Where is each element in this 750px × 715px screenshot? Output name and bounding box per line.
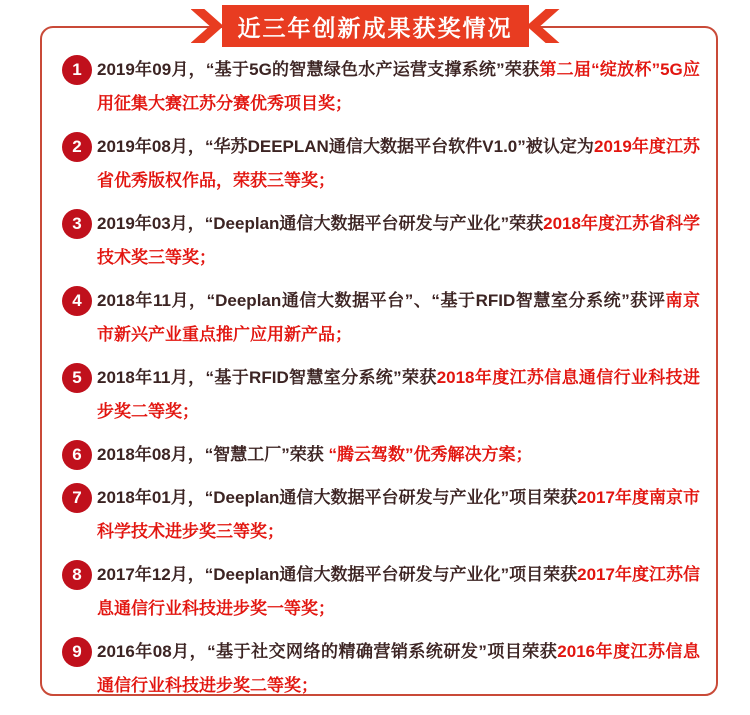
award-name-highlight: 南京市新兴产业重点推广应用新产品； (97, 291, 701, 344)
award-text (97, 361, 700, 429)
award-description: 2018年11月，“基于RFID智慧室分系统”荣获 (97, 368, 437, 387)
award-text (97, 481, 700, 549)
award-list (42, 28, 716, 712)
award-description: 2016年08月，“基于社交网络的精确营销系统研发”项目荣获 (97, 642, 558, 661)
award-description: 2018年01月，“Deeplan通信大数据平台研发与产业化”项目荣获 (97, 488, 578, 507)
award-text (97, 284, 700, 352)
award-name-highlight: 2017年度南京市科学技术进步奖三等奖； (97, 488, 700, 541)
award-item (62, 558, 700, 626)
award-name-highlight: 2017年度江苏信息通信行业科技进步奖一等奖； (97, 565, 700, 618)
award-item (62, 207, 700, 275)
award-item (62, 438, 700, 472)
item-number-badge: 3 (62, 209, 92, 239)
awards-panel (40, 26, 718, 696)
award-description: 2019年09月，“基于5G的智慧绿色水产运营支撑系统”荣获 (97, 60, 540, 79)
award-text (97, 438, 700, 472)
award-name-highlight: 2016年度江苏信息通信行业科技进步奖二等奖； (97, 642, 700, 695)
award-description: 2019年03月，“Deeplan通信大数据平台研发与产业化”荣获 (97, 214, 544, 233)
item-number-badge: 5 (62, 363, 92, 393)
page-title (222, 5, 529, 47)
award-name-highlight: 2018年度江苏省科学技术奖三等奖； (97, 214, 701, 267)
award-item (62, 130, 700, 198)
ribbon-left-tail-icon (191, 9, 224, 43)
page-title-text: 近三年创新成果获奖情况 (237, 14, 513, 41)
award-description: 2018年11月，“Deeplan通信大数据平台”、“基于RFID智慧室分系统”获评 (97, 291, 666, 310)
item-number-badge: 2 (62, 132, 92, 162)
award-text (97, 635, 700, 703)
ribbon-right-tail-icon (527, 9, 560, 43)
item-number-badge: 6 (62, 440, 92, 470)
award-text (97, 53, 700, 121)
award-name-highlight: “腾云驾数”优秀解决方案； (328, 445, 533, 464)
award-item (62, 481, 700, 549)
award-text (97, 558, 700, 626)
item-number-badge: 1 (62, 55, 92, 85)
award-description: 2018年08月，“智慧工厂”荣获 (97, 445, 329, 464)
item-number-badge: 8 (62, 560, 92, 590)
ribbon-banner (0, 5, 750, 47)
award-description: 2017年12月，“Deeplan通信大数据平台研发与产业化”项目荣获 (97, 565, 578, 584)
award-item (62, 53, 700, 121)
award-text (97, 130, 700, 198)
award-text (97, 207, 700, 275)
item-number-badge: 7 (62, 483, 92, 513)
award-description: 2019年08月，“华苏DEEPLAN通信大数据平台软件V1.0”被认定为 (97, 137, 594, 156)
item-number-badge: 4 (62, 286, 92, 316)
award-item (62, 635, 700, 703)
award-name-highlight: 2018年度江苏信息通信行业科技进步奖二等奖； (97, 368, 701, 421)
item-number-badge: 9 (62, 637, 92, 667)
award-item (62, 361, 700, 429)
award-item (62, 284, 700, 352)
award-name-highlight: 第二届“绽放杯”5G应用征集大赛江苏分赛优秀项目奖； (97, 60, 701, 113)
award-name-highlight: 2019年度江苏省优秀版权作品，荣获三等奖； (97, 137, 700, 190)
